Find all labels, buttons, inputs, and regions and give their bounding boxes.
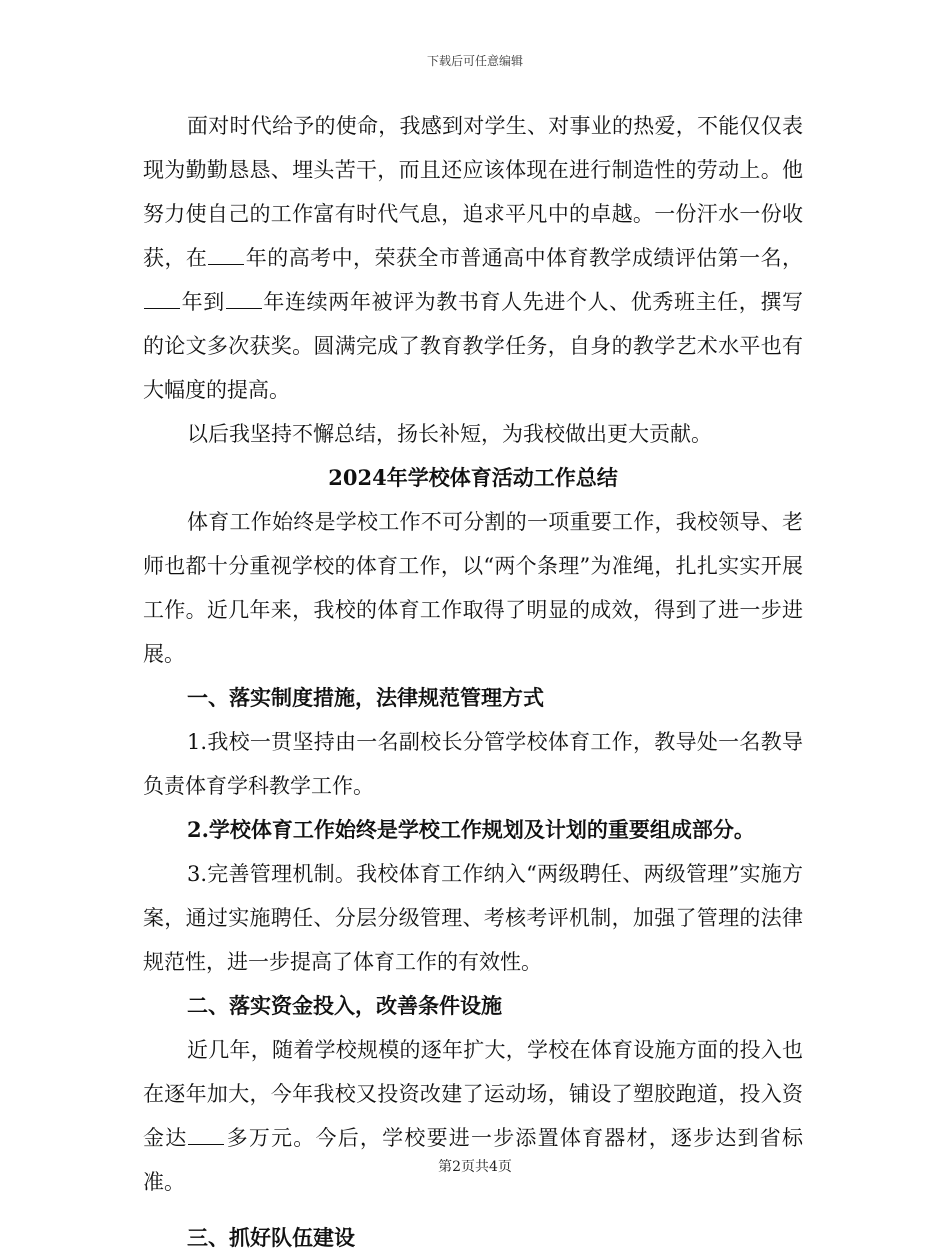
section-heading-3: 三、抓好队伍建设 — [187, 1225, 355, 1250]
text-segment: 年到 — [181, 290, 225, 314]
section-heading-1: 一、落实制度措施，法律规范管理方式 — [187, 685, 544, 710]
document-body — [143, 104, 803, 1260]
paragraph-item-1: 1.我校一贯坚持由一名副校长分管学校体育工作，教导处一名教导负责体育学科教学工作。 — [143, 730, 803, 798]
text-segment: 近几年，随着学校规模的逐年扩大，学校在体育设施方面的投入也在逐年加大，今年我校又投资改建了运动场，铺设了塑胶跑道，投入资金达 — [143, 1038, 803, 1150]
paragraph-item-3: 3.完善管理机制。我校体育工作纳入“两级聘任、两级管理”实施方案，通过实施聘任、分层分级管理、考核考评机制，加强了管理的法律规范性，进一步提高了体育工作的有效性。 — [143, 862, 803, 974]
paragraph-achievements — [143, 104, 803, 412]
paragraph-investment — [143, 1028, 803, 1204]
blank-field — [188, 1126, 224, 1145]
document-title: 2024年学校体育活动工作总结 — [328, 465, 618, 490]
section-heading-2: 二、落实资金投入，改善条件设施 — [187, 993, 502, 1018]
blank-field — [226, 290, 262, 309]
text-segment: 年连续两年被评为教书育人先进个人、优秀班主任，撰写的论文多次获奖。圆满完成了教育教学任务，自身的教学艺术水平也有大幅度的提高。 — [143, 290, 804, 402]
blank-field — [144, 290, 180, 309]
page-footer: 第2页共4页 — [438, 1159, 512, 1175]
blank-field — [208, 246, 244, 265]
paragraph-conclusion: 以后我坚持不懈总结，扬长补短，为我校做出更大贡献。 — [187, 422, 712, 446]
text-segment: 面对时代给予的使命，我感到对学生、对事业的热爱，不能仅仅表现为勤勤恳恳、埋头苦干，而且还应该体现在进行制造性的劳动上。他努力使自己的工作富有时代气息，追求平凡中的卓越。一份汗水一份收获，在 — [143, 114, 803, 270]
text-segment: 年的高考中，荣获全市普通高中体育教学成绩评估第一名， — [245, 246, 804, 270]
text-segment: 多万元。今后，学校要进一步添置体育器材，逐步达到省标准。 — [143, 1126, 804, 1194]
page-header: 下载后可任意编辑 — [426, 54, 523, 68]
paragraph-intro: 体育工作始终是学校工作不可分割的一项重要工作，我校领导、老师也都十分重视学校的体育工作，以“两个条理”为准绳，扎扎实实开展工作。近几年来，我校的体育工作取得了明显的成效，得到了进一步进展。 — [143, 510, 803, 666]
paragraph-item-2: 2.学校体育工作始终是学校工作规划及计划的重要组成部分。 — [187, 817, 755, 842]
